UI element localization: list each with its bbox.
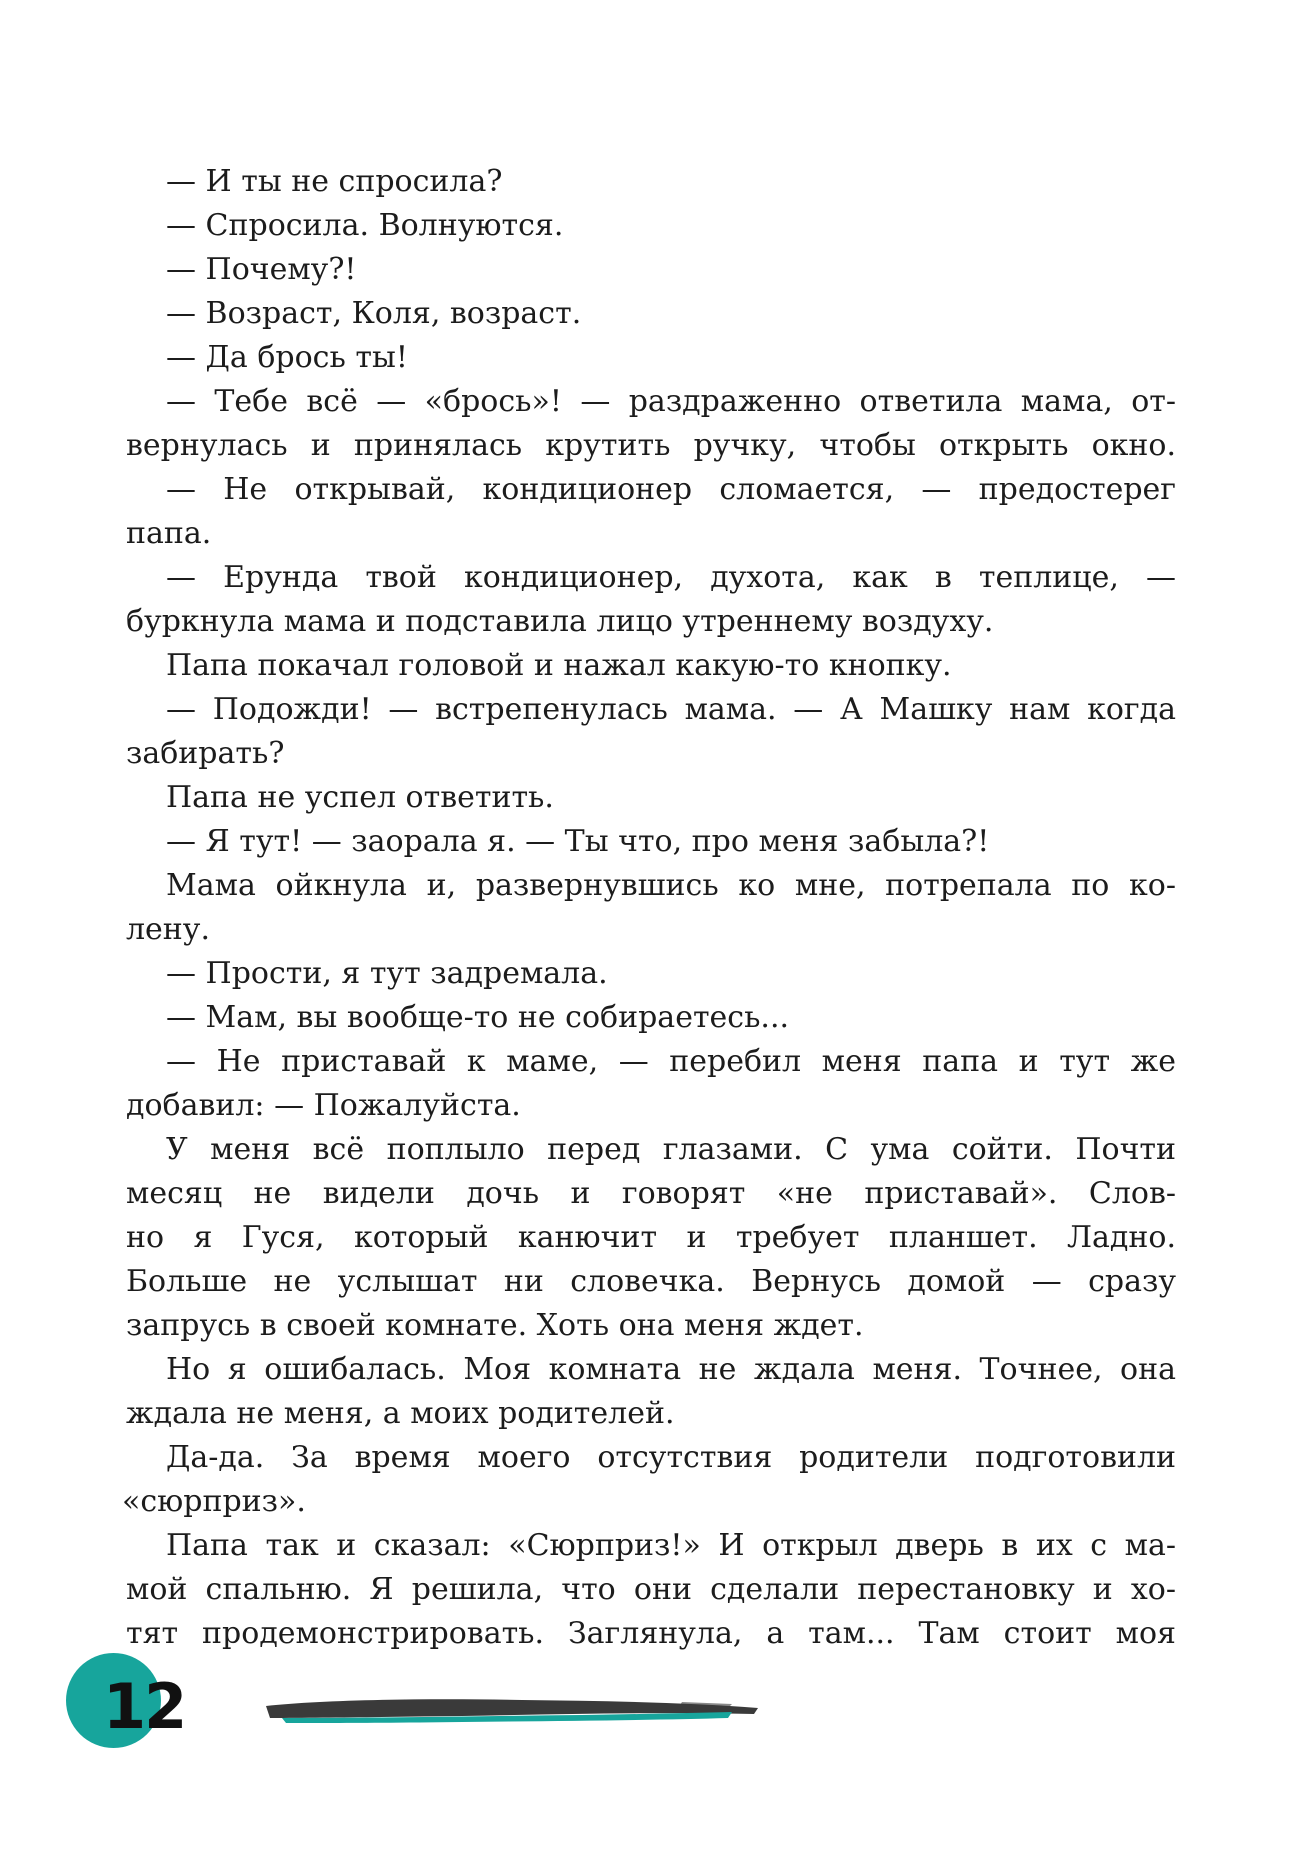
text-line: месяц не видели дочь и говорят «не приставай». Слов- [126, 1176, 1176, 1211]
text-line: — Прости, я тут задремала. [166, 956, 608, 991]
text-line: но я Гуся, который канючит и требует планшет. Ладно. [126, 1220, 1176, 1255]
text-line: — Да брось ты! [166, 340, 408, 375]
page-number: 12 [103, 1670, 186, 1743]
text-line: Но я ошибалась. Моя комната не ждала меня. Точнее, она [166, 1352, 1176, 1387]
text-line: мой спальню. Я решила, что они сделали перестановку и хо- [126, 1572, 1176, 1607]
text-line: ждала не меня, а моих родителей. [126, 1396, 675, 1431]
text-line: забирать? [126, 736, 285, 771]
text-line: — Возраст, Коля, возраст. [166, 296, 582, 331]
text-line: «сюрприз». [122, 1484, 306, 1519]
text-line: Мама ойкнула и, развернувшись ко мне, потрепала по ко- [166, 868, 1176, 903]
text-line: — Не открывай, кондиционер сломается, — предостерег [166, 472, 1176, 507]
text-line: — Подожди! — встрепенулась мама. — А Машку нам когда [166, 692, 1176, 727]
text-line: У меня всё поплыло перед глазами. С ума сойти. Почти [166, 1132, 1176, 1167]
text-line: — Я тут! — заорала я. — Ты что, про меня забыла?! [166, 824, 990, 859]
decorative-brush-stroke [262, 1688, 762, 1732]
text-line: — Почему?! [166, 252, 357, 287]
text-line: Больше не услышат ни словечка. Вернусь домой — сразу [126, 1264, 1176, 1299]
text-line: тят продемонстрировать. Заглянула, а там... Там стоит моя [126, 1616, 1176, 1651]
text-line: Папа покачал головой и нажал какую-то кнопку. [166, 648, 952, 683]
text-line: — Спросила. Волнуются. [166, 208, 564, 243]
text-line: лену. [126, 912, 210, 947]
text-line: буркнула мама и подставила лицо утреннему воздуху. [126, 604, 994, 639]
text-line: Да-да. За время моего отсутствия родители подготовили [166, 1440, 1176, 1475]
text-line: — Мам, вы вообще-то не собираетесь... [166, 1000, 790, 1035]
text-line: вернулась и принялась крутить ручку, чтобы открыть окно. [126, 428, 1176, 463]
text-line: папа. [126, 516, 212, 551]
text-line: запрусь в своей комнате. Хоть она меня ждет. [126, 1308, 864, 1343]
text-line: добавил: — Пожалуйста. [126, 1088, 521, 1123]
text-line: — Тебе всё — «брось»! — раздраженно ответила мама, от- [166, 384, 1176, 419]
text-line: — И ты не спросила? [166, 164, 503, 199]
text-line: — Ерунда твой кондиционер, духота, как в теплице, — [166, 560, 1176, 595]
text-line: — Не приставай к маме, — перебил меня папа и тут же [166, 1044, 1176, 1079]
text-line: Папа не успел ответить. [166, 780, 554, 815]
text-line: Папа так и сказал: «Сюрприз!» И открыл дверь в их с ма- [166, 1528, 1176, 1563]
